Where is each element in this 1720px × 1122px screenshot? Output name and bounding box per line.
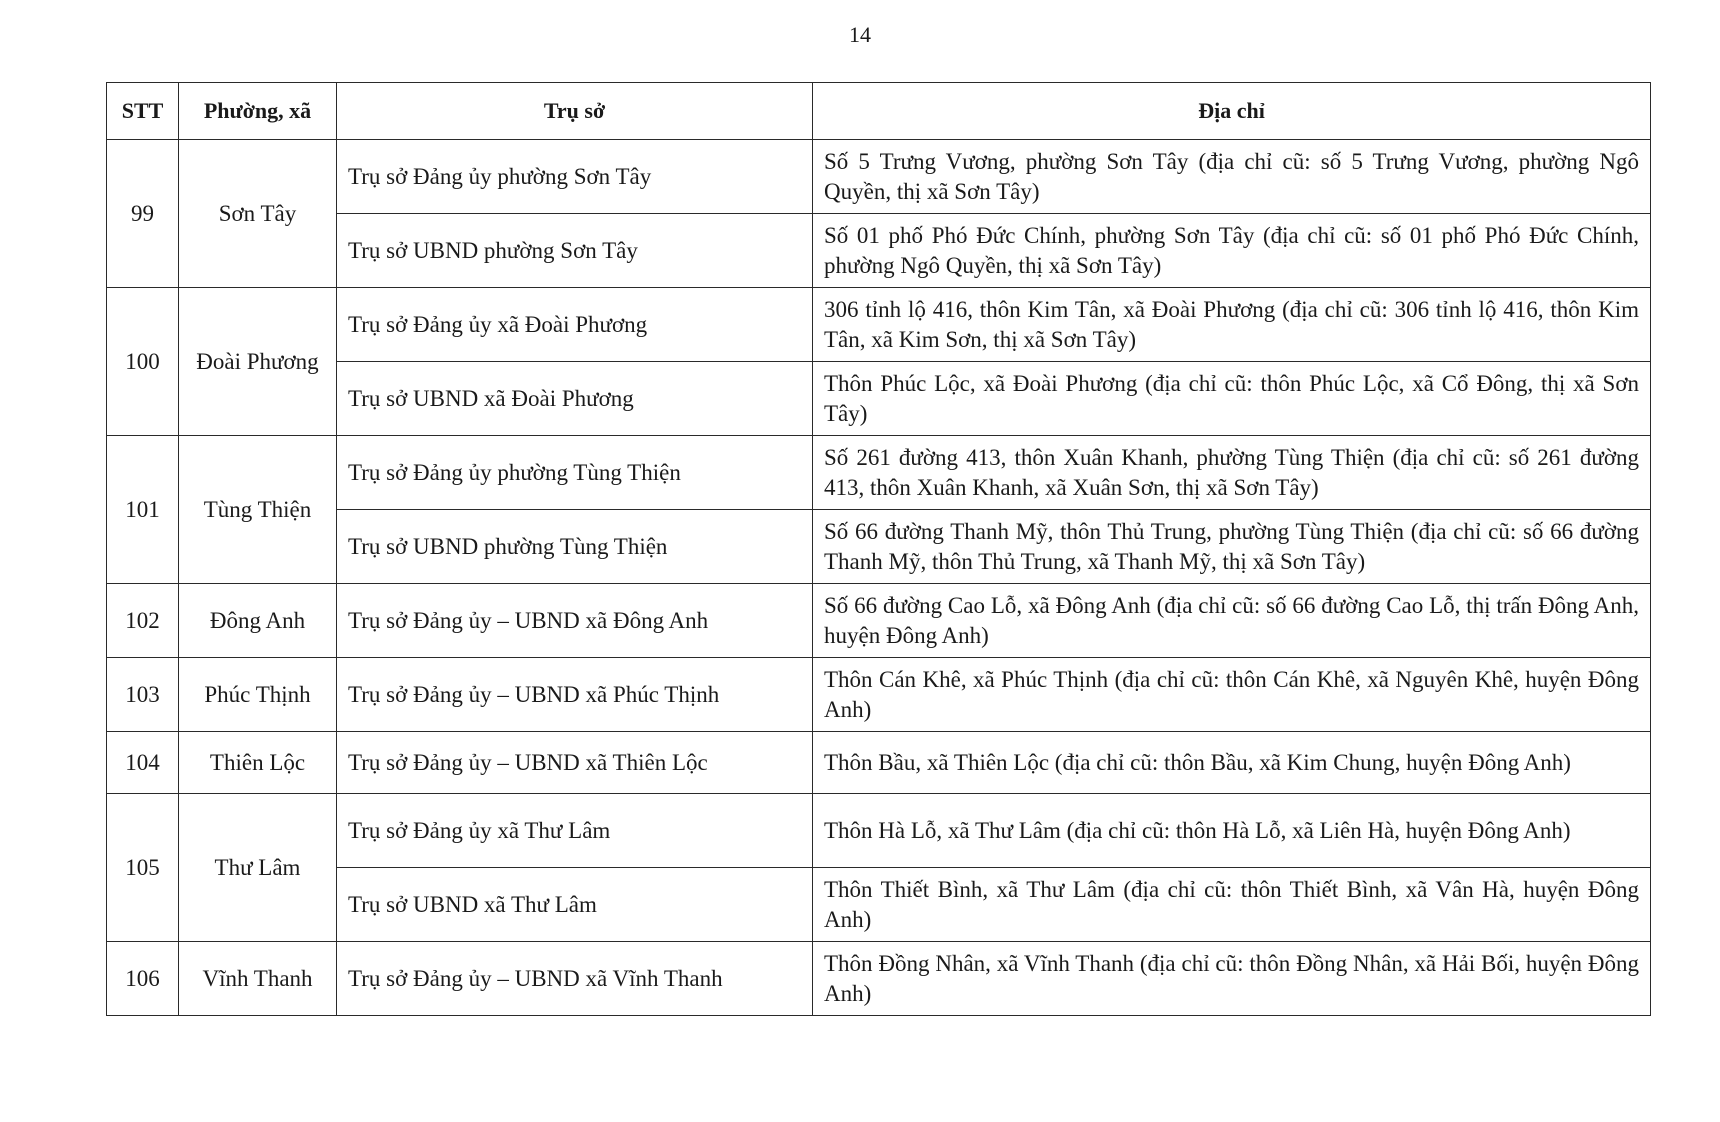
page-number: 14 [849,22,871,47]
headquarters-cell: Trụ sở Đảng ủy xã Đoài Phương [337,288,813,362]
ward-cell: Tùng Thiện [179,436,337,584]
table-row [107,942,1651,1016]
address-cell: Thôn Phúc Lộc, xã Đoài Phương (địa chỉ cũ: thôn Phúc Lộc, xã Cổ Đông, thị xã Sơn Tây) [813,362,1651,436]
stt-cell: 101 [107,436,179,584]
ward-cell: Thư Lâm [179,794,337,942]
header-row [107,83,1651,140]
ward-cell: Đông Anh [179,584,337,658]
stt-cell: 103 [107,658,179,732]
address-table [106,82,1651,1016]
stt-cell: 104 [107,732,179,794]
address-cell: Thôn Hà Lỗ, xã Thư Lâm (địa chỉ cũ: thôn Hà Lỗ, xã Liên Hà, huyện Đông Anh) [813,794,1651,868]
header-address: Địa chỉ [813,83,1651,140]
address-cell: Số 66 đường Thanh Mỹ, thôn Thủ Trung, phường Tùng Thiện (địa chỉ cũ: số 66 đường Thanh Mỹ, thôn Thủ Trung, xã Thanh Mỹ, thị xã Sơn Tây) [813,510,1651,584]
ward-cell: Đoài Phương [179,288,337,436]
header-headquarters: Trụ sở [337,83,813,140]
stt-cell: 106 [107,942,179,1016]
ward-cell: Sơn Tây [179,140,337,288]
headquarters-cell: Trụ sở Đảng ủy phường Sơn Tây [337,140,813,214]
headquarters-cell: Trụ sở Đảng ủy – UBND xã Đông Anh [337,584,813,658]
stt-cell: 105 [107,794,179,942]
headquarters-cell: Trụ sở UBND xã Thư Lâm [337,868,813,942]
address-cell: Thôn Bầu, xã Thiên Lộc (địa chỉ cũ: thôn Bầu, xã Kim Chung, huyện Đông Anh) [813,732,1651,794]
ward-cell: Vĩnh Thanh [179,942,337,1016]
table-row [107,868,1651,942]
stt-cell: 100 [107,288,179,436]
address-cell: Số 66 đường Cao Lỗ, xã Đông Anh (địa chỉ cũ: số 66 đường Cao Lỗ, thị trấn Đông Anh, huyện Đông Anh) [813,584,1651,658]
table-row [107,288,1651,362]
table-row [107,584,1651,658]
table-row [107,732,1651,794]
headquarters-cell: Trụ sở Đảng ủy – UBND xã Thiên Lộc [337,732,813,794]
headquarters-cell: Trụ sở UBND phường Sơn Tây [337,214,813,288]
table-row [107,510,1651,584]
table-row [107,794,1651,868]
table-row [107,658,1651,732]
headquarters-cell: Trụ sở Đảng ủy – UBND xã Phúc Thịnh [337,658,813,732]
address-cell: Thôn Đồng Nhân, xã Vĩnh Thanh (địa chỉ cũ: thôn Đồng Nhân, xã Hải Bối, huyện Đông Anh) [813,942,1651,1016]
address-cell: Số 5 Trưng Vương, phường Sơn Tây (địa chỉ cũ: số 5 Trưng Vương, phường Ngô Quyền, thị xã Sơn Tây) [813,140,1651,214]
headquarters-cell: Trụ sở Đảng ủy – UBND xã Vĩnh Thanh [337,942,813,1016]
address-cell: 306 tỉnh lộ 416, thôn Kim Tân, xã Đoài Phương (địa chỉ cũ: 306 tỉnh lộ 416, thôn Kim Tân, xã Kim Sơn, thị xã Sơn Tây) [813,288,1651,362]
headquarters-cell: Trụ sở Đảng ủy phường Tùng Thiện [337,436,813,510]
headquarters-cell: Trụ sở Đảng ủy xã Thư Lâm [337,794,813,868]
headquarters-cell: Trụ sở UBND phường Tùng Thiện [337,510,813,584]
headquarters-cell: Trụ sở UBND xã Đoài Phương [337,362,813,436]
address-cell: Số 261 đường 413, thôn Xuân Khanh, phường Tùng Thiện (địa chỉ cũ: số 261 đường 413, thôn Xuân Khanh, xã Xuân Sơn, thị xã Sơn Tây) [813,436,1651,510]
table-row [107,362,1651,436]
ward-cell: Thiên Lộc [179,732,337,794]
table-row [107,436,1651,510]
ward-cell: Phúc Thịnh [179,658,337,732]
header-ward: Phường, xã [179,83,337,140]
address-cell: Thôn Thiết Bình, xã Thư Lâm (địa chỉ cũ: thôn Thiết Bình, xã Vân Hà, huyện Đông Anh) [813,868,1651,942]
table-row [107,140,1651,214]
address-cell: Thôn Cán Khê, xã Phúc Thịnh (địa chỉ cũ: thôn Cán Khê, xã Nguyên Khê, huyện Đông Anh) [813,658,1651,732]
header-stt: STT [107,83,179,140]
table-row [107,214,1651,288]
stt-cell: 99 [107,140,179,288]
address-cell: Số 01 phố Phó Đức Chính, phường Sơn Tây (địa chỉ cũ: số 01 phố Phó Đức Chính, phường Ngô Quyền, thị xã Sơn Tây) [813,214,1651,288]
stt-cell: 102 [107,584,179,658]
